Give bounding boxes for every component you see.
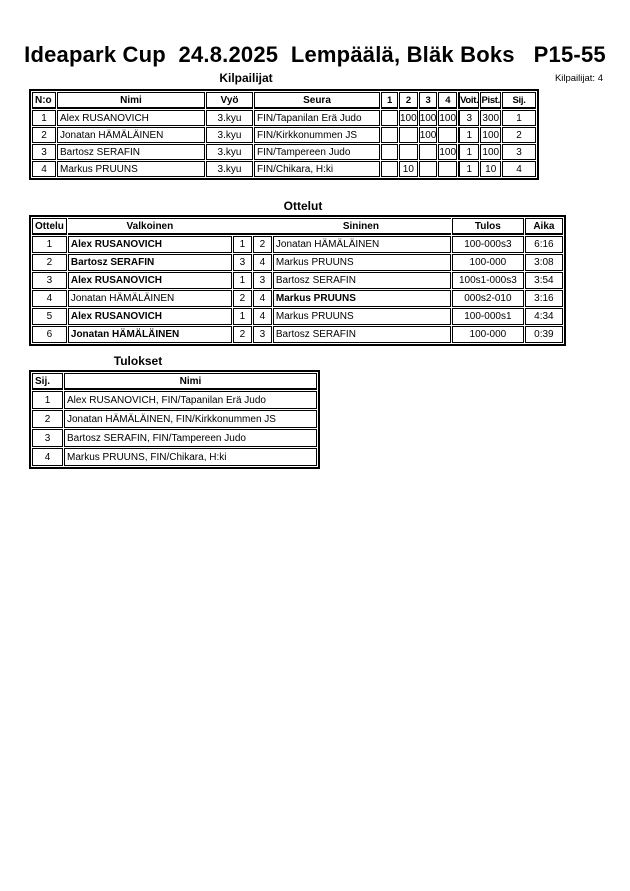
blue-number: 3 (253, 272, 272, 289)
round3-score (419, 144, 438, 160)
competitor-number: 4 (32, 161, 56, 177)
col-header-number: N:o (32, 92, 56, 109)
blue-number: 4 (253, 254, 272, 271)
round1-score (381, 127, 398, 143)
result-name: Bartosz SERAFIN, FIN/Tampereen Judo (64, 429, 317, 447)
round3-score: 100 (419, 127, 438, 143)
table-row (32, 272, 563, 289)
match-time: 3:08 (525, 254, 563, 271)
round3-score (419, 161, 438, 177)
competitor-name: Jonatan HÄMÄLÄINEN (57, 127, 205, 143)
match-number: 3 (32, 272, 67, 289)
competitor-belt: 3.kyu (206, 144, 253, 160)
col-header-result: Tulos (452, 218, 524, 235)
table-row (32, 144, 536, 160)
round2-score: 100 (399, 110, 418, 126)
round4-score: 100 (438, 110, 457, 126)
round2-score (399, 127, 418, 143)
match-result: 100s1-000s3 (452, 272, 524, 289)
table-row (32, 429, 317, 447)
match-number: 1 (32, 236, 67, 253)
col-header-place: Sij. (502, 92, 536, 109)
col-header-match: Ottelu (32, 218, 67, 235)
white-number: 3 (233, 254, 252, 271)
table-row (32, 254, 563, 271)
round4-score: 100 (438, 144, 457, 160)
match-result: 100-000 (452, 254, 524, 271)
blue-name: Bartosz SERAFIN (273, 326, 451, 343)
competitor-belt: 3.kyu (206, 161, 253, 177)
blue-name: Markus PRUUNS (273, 290, 451, 307)
wins-count: 1 (458, 161, 479, 177)
blue-number: 2 (253, 236, 272, 253)
section-title-competitors: Kilpailijat (219, 71, 273, 85)
match-number: 2 (32, 254, 67, 271)
match-time: 3:16 (525, 290, 563, 307)
result-place: 2 (32, 410, 63, 428)
table-row (32, 110, 536, 126)
white-name: Bartosz SERAFIN (68, 254, 232, 271)
white-number: 2 (233, 326, 252, 343)
col-header-club: Seura (254, 92, 380, 109)
white-name: Jonatan HÄMÄLÄINEN (68, 326, 232, 343)
col-header-belt: Vyö (206, 92, 253, 109)
competitor-club: FIN/Chikara, H:ki (254, 161, 380, 177)
white-name: Alex RUSANOVICH (68, 236, 232, 253)
wins-count: 3 (458, 110, 479, 126)
match-time: 4:34 (525, 308, 563, 325)
table-row (32, 391, 317, 409)
blue-name: Jonatan HÄMÄLÄINEN (273, 236, 451, 253)
blue-name: Markus PRUUNS (273, 308, 451, 325)
col-header-place: Sij. (32, 373, 63, 390)
col-header-round4: 4 (438, 92, 457, 109)
table-row (32, 448, 317, 466)
wins-count: 1 (458, 127, 479, 143)
results-table (29, 370, 320, 469)
result-name: Alex RUSANOVICH, FIN/Tapanilan Erä Judo (64, 391, 317, 409)
round2-score: 10 (399, 161, 418, 177)
competitor-belt: 3.kyu (206, 110, 253, 126)
competitors-table (29, 89, 539, 180)
competitors-count: Kilpailijat: 4 (554, 73, 603, 84)
points-total: 300 (480, 110, 501, 126)
competitor-club: FIN/Tampereen Judo (254, 144, 380, 160)
header-gap (232, 221, 272, 232)
col-header-white-blue (68, 218, 451, 235)
section-title-matches: Ottelut (283, 199, 323, 213)
competitor-number: 3 (32, 144, 56, 160)
white-name: Alex RUSANOVICH (68, 308, 232, 325)
col-header-blue: Sininen (342, 220, 379, 232)
table-row (32, 161, 536, 177)
round1-score (381, 144, 398, 160)
match-result: 100-000 (452, 326, 524, 343)
blue-name: Markus PRUUNS (273, 254, 451, 271)
round4-score (438, 127, 457, 143)
round4-score (438, 161, 457, 177)
points-total: 100 (480, 127, 501, 143)
col-header-name: Nimi (57, 92, 205, 109)
match-number: 5 (32, 308, 67, 325)
result-name: Jonatan HÄMÄLÄINEN, FIN/Kirkkonummen JS (64, 410, 317, 428)
table-row (32, 308, 563, 325)
col-header-name: Nimi (64, 373, 317, 390)
competitor-name: Alex RUSANOVICH (57, 110, 205, 126)
white-number: 1 (233, 272, 252, 289)
match-result: 000s2-010 (452, 290, 524, 307)
result-place: 4 (32, 448, 63, 466)
section-title-results: Tulokset (113, 354, 163, 368)
competitor-number: 1 (32, 110, 56, 126)
white-number: 1 (233, 308, 252, 325)
match-time: 3:54 (525, 272, 563, 289)
competitor-belt: 3.kyu (206, 127, 253, 143)
results-header-row (32, 373, 317, 390)
competitor-club: FIN/Tapanilan Erä Judo (254, 110, 380, 126)
wins-count: 1 (458, 144, 479, 160)
round3-score: 100 (419, 110, 438, 126)
match-result: 100-000s1 (452, 308, 524, 325)
competitors-header-row (32, 92, 536, 109)
table-row (32, 290, 563, 307)
table-row (32, 410, 317, 428)
white-name: Jonatan HÄMÄLÄINEN (68, 290, 232, 307)
result-place: 3 (32, 429, 63, 447)
match-number: 4 (32, 290, 67, 307)
white-name: Alex RUSANOVICH (68, 272, 232, 289)
blue-number: 4 (253, 290, 272, 307)
page-title: Ideapark Cup 24.8.2025 Lempäälä, Bläk Boks P15-55 (24, 42, 606, 67)
match-number: 6 (32, 326, 67, 343)
placement: 3 (502, 144, 536, 160)
round2-score (399, 144, 418, 160)
blue-name: Bartosz SERAFIN (273, 272, 451, 289)
white-number: 2 (233, 290, 252, 307)
placement: 1 (502, 110, 536, 126)
matches-table (29, 215, 566, 346)
round1-score (381, 161, 398, 177)
points-total: 100 (480, 144, 501, 160)
table-row (32, 127, 536, 143)
col-header-white: Valkoinen (126, 220, 174, 232)
col-header-round3: 3 (419, 92, 438, 109)
competitor-club: FIN/Kirkkonummen JS (254, 127, 380, 143)
competitor-name: Markus PRUUNS (57, 161, 205, 177)
col-header-round2: 2 (399, 92, 418, 109)
white-number: 1 (233, 236, 252, 253)
col-header-wins: Voit. (458, 92, 479, 109)
competitor-number: 2 (32, 127, 56, 143)
placement: 4 (502, 161, 536, 177)
blue-number: 4 (253, 308, 272, 325)
col-header-time: Aika (525, 218, 563, 235)
match-result: 100-000s3 (452, 236, 524, 253)
table-row (32, 326, 563, 343)
matches-header-row (32, 218, 563, 235)
match-time: 6:16 (525, 236, 563, 253)
round1-score (381, 110, 398, 126)
col-header-points: Pist. (480, 92, 501, 109)
blue-number: 3 (253, 326, 272, 343)
match-time: 0:39 (525, 326, 563, 343)
col-header-round1: 1 (381, 92, 398, 109)
points-total: 10 (480, 161, 501, 177)
competitor-name: Bartosz SERAFIN (57, 144, 205, 160)
table-row (32, 236, 563, 253)
result-name: Markus PRUUNS, FIN/Chikara, H:ki (64, 448, 317, 466)
placement: 2 (502, 127, 536, 143)
result-place: 1 (32, 391, 63, 409)
